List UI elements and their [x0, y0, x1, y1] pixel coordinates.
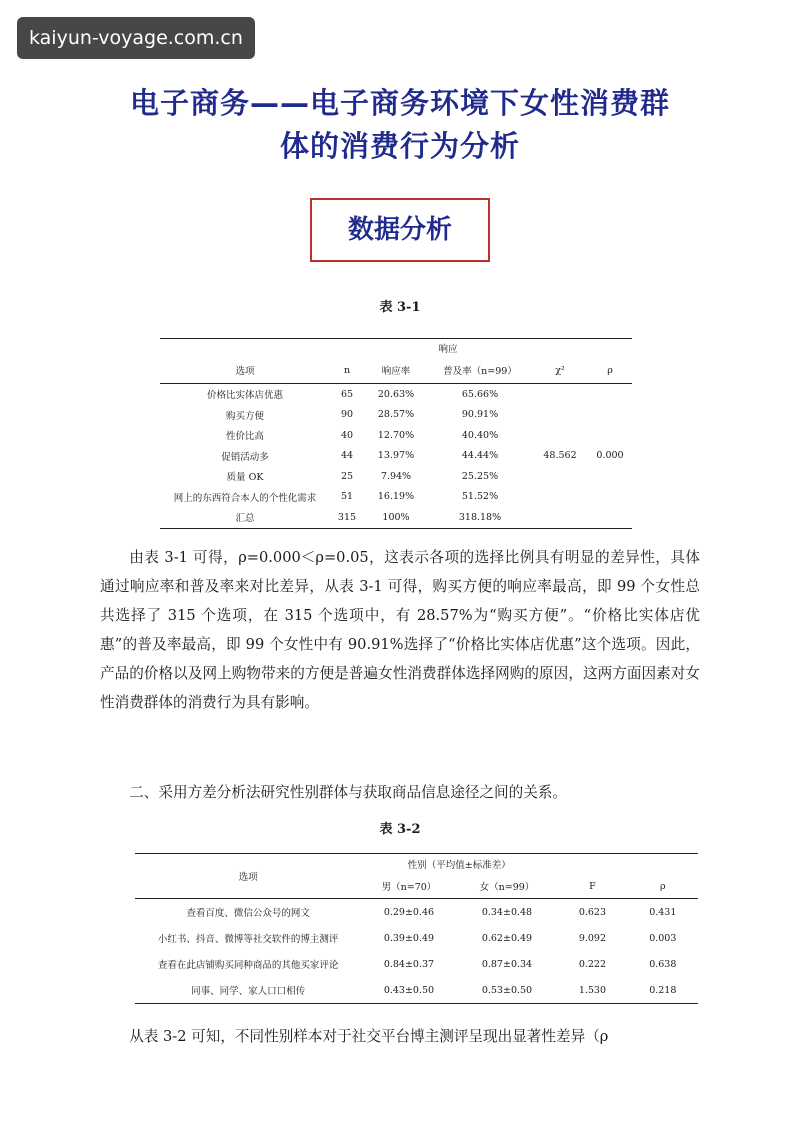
table-cell: 25.25% [461, 470, 499, 482]
table1-header-penetration: 普及率（n=99） [428, 357, 532, 384]
table-cell: 查看百度、微信公众号的网文 [186, 908, 310, 919]
table-cell: 0.431 [649, 906, 677, 918]
table1-header-chi2: χ² [532, 357, 588, 384]
table-cell: 40.40% [461, 429, 499, 441]
table-cell: 0.87±0.34 [481, 958, 533, 970]
table-cell: 0.62±0.49 [481, 932, 533, 944]
table-cell: 0.53±0.50 [481, 984, 533, 996]
table2-header-p: ρ [628, 874, 698, 899]
table1-header-n: n [330, 357, 364, 384]
table2-group-header: 性别（平均值±标准差） [407, 860, 511, 871]
table1-header-option: 选项 [160, 357, 330, 384]
table-cell: 0.623 [578, 906, 607, 918]
table-cell: 90.91% [461, 409, 499, 421]
table-cell: 价格比实体店优惠 [206, 390, 283, 402]
table-cell: 100% [382, 511, 410, 523]
table-cell: 0.29±0.46 [383, 906, 435, 918]
table-cell: 质量 OK [226, 472, 264, 484]
table-row [135, 899, 698, 926]
table-cell: 9.092 [578, 932, 607, 944]
table-row [135, 951, 698, 977]
table-cell: 1.530 [578, 984, 607, 996]
table1-chi2-value: 48.562 [543, 450, 577, 462]
section-heading: 数据分析 [310, 198, 490, 262]
table-cell: 315 [337, 511, 357, 523]
table-cell: 查看在此店铺购买同种商品的其他买家评论 [157, 960, 339, 971]
table-row [135, 977, 698, 1004]
table-cell: 0.39±0.49 [383, 932, 435, 944]
table-cell: 65.66% [461, 388, 499, 400]
table-cell: 318.18% [458, 511, 502, 523]
table-cell: 20.63% [377, 388, 415, 400]
table2-caption: 表 3-2 [379, 822, 421, 837]
table-cell: 25 [340, 470, 354, 482]
table2-header-option: 选项 [135, 854, 361, 899]
table-cell: 0.43±0.50 [383, 984, 435, 996]
table-cell: 51.52% [461, 491, 499, 503]
table1-header-p: ρ [588, 357, 632, 384]
table-cell: 40 [340, 429, 354, 441]
table-cell: 7.94% [380, 470, 412, 482]
table-cell: 12.70% [377, 429, 415, 441]
table2-header-female: 女（n=99） [457, 874, 558, 899]
table1-caption: 表 3-1 [379, 300, 421, 315]
analysis-paragraph-3: 从表 3-2 可知，不同性别样本对于社交平台博主测评呈现出显著性差异（ρ [129, 1028, 609, 1045]
table-cell: 同事、同学、家人口口相传 [191, 986, 306, 997]
table-3-2 [135, 853, 698, 1004]
title-line-1: 电子商务——电子商务环境下女性消费群 [129, 86, 670, 120]
table-cell: 0.34±0.48 [481, 906, 533, 918]
table1-group-header: 响应 [438, 344, 458, 355]
table-cell: 51 [340, 491, 354, 503]
table-cell: 0.222 [578, 958, 607, 970]
document-title [0, 82, 800, 168]
table-cell: 90 [340, 409, 354, 421]
table-cell: 性价比高 [225, 431, 264, 443]
title-line-2: 体的消费行为分析 [279, 129, 520, 163]
table2-header-f: F [557, 874, 627, 899]
table-cell: 0.638 [649, 958, 677, 970]
table-row [135, 925, 698, 951]
table2-header-male: 男（n=70） [361, 874, 457, 899]
analysis-paragraph-1: 由表 3-1 可得，ρ=0.000＜ρ=0.05，这表示各项的选择比例具有明显的差异性，具体通过响应率和普及率来对比差异，从表 3-1 可得，购买方便的响应率最高，即 99 个女性总共选择了 315 个选项，在 315 个选项中，有 28.57%为“购买方便”。“价格比实体店优惠”的普及率最高，即 99 个女性中有 90.91%选择了“价格比实体店优惠”这个选项。因此，产品的价格以及网上购物带来的方便是普遍女性消费群体选择网购的原因，这两方面因素对女性消费群体的消费行为具有影响。 [100, 549, 700, 711]
table-cell: 购买方便 [225, 410, 264, 422]
table-cell: 0.84±0.37 [383, 958, 435, 970]
table-3-1 [160, 338, 632, 529]
table-cell: 13.97% [377, 450, 415, 462]
table-cell: 44.44% [461, 450, 499, 462]
table1-p-value: 0.000 [596, 450, 624, 462]
table-cell: 65 [340, 388, 354, 400]
table-cell: 16.19% [377, 491, 415, 503]
analysis-paragraph-2: 二、采用方差分析法研究性别群体与获取商品信息途径之间的关系。 [129, 784, 568, 801]
table-cell: 网上的东西符合本人的个性化需求 [173, 492, 317, 504]
table1-header-response-rate: 响应率 [364, 357, 428, 384]
table-cell: 44 [340, 450, 354, 462]
table-cell: 0.218 [649, 984, 677, 996]
table-row [160, 384, 632, 405]
table-cell: 0.003 [649, 932, 677, 944]
watermark-badge: kaiyun-voyage.com.cn [17, 17, 255, 59]
table-cell: 28.57% [377, 409, 415, 421]
table-cell: 促销活动多 [221, 451, 269, 463]
table-cell: 汇总 [235, 513, 255, 525]
table-cell: 小红书、抖音、微博等社交软件的博主测评 [157, 934, 339, 945]
